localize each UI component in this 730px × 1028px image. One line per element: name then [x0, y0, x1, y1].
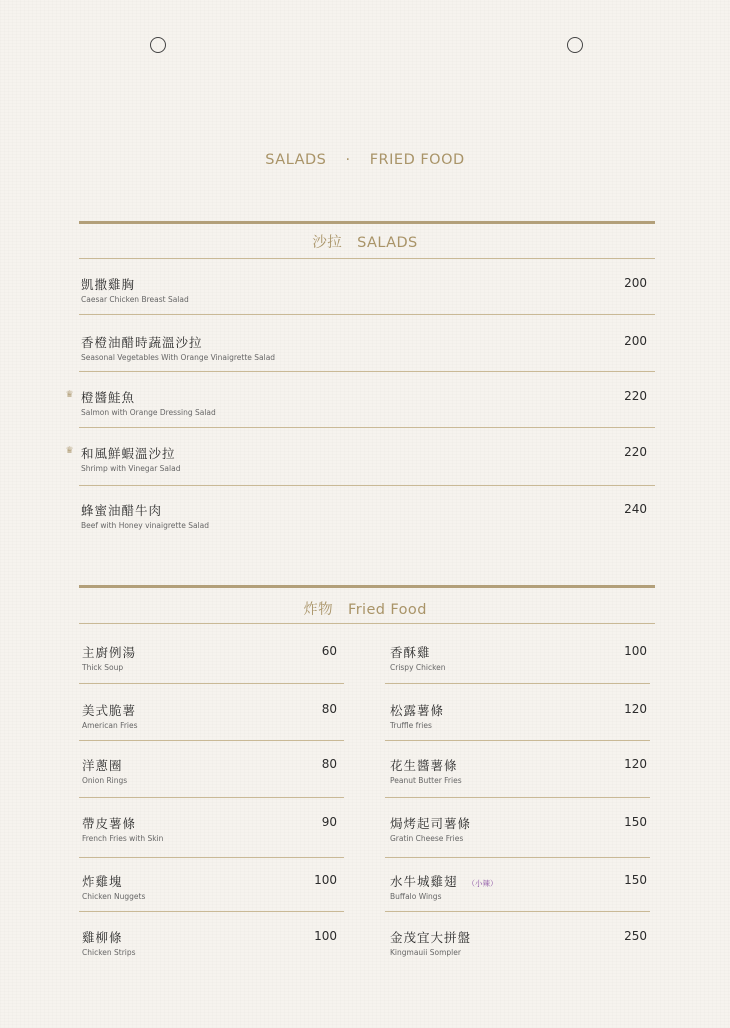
- menu-item: [390, 701, 444, 730]
- fried-title-en: Fried Food: [348, 602, 427, 618]
- menu-item-name-en: Buffalo Wings: [390, 892, 442, 901]
- menu-item-name-en: French Fries with Skin: [82, 834, 164, 843]
- menu-item-name-zh: 橙醬鮭魚: [81, 390, 136, 405]
- salads-title-zh: 沙拉: [312, 235, 343, 251]
- item-divider: [385, 857, 650, 858]
- menu-item-name-zh-text: 炸雞塊: [82, 874, 123, 889]
- menu-item-price: 100: [314, 873, 337, 887]
- salads-title-en: SALADS: [357, 235, 418, 251]
- menu-item: [82, 872, 145, 901]
- menu-item-name-zh-text: 松露薯條: [390, 703, 445, 718]
- binding-hole-icon: [567, 37, 583, 53]
- menu-item-name-zh: [82, 928, 136, 946]
- menu-item: [82, 701, 138, 730]
- menu-item-name-zh-text: 焗烤起司薯條: [390, 816, 472, 831]
- menu-item: [81, 388, 216, 417]
- menu-item-name-zh: [82, 643, 136, 661]
- item-divider: [79, 911, 344, 912]
- menu-item: [81, 444, 180, 473]
- menu-item-name-en: Salmon with Orange Dressing Salad: [81, 408, 216, 417]
- menu-item-price: 220: [624, 389, 647, 403]
- menu-item: [82, 643, 136, 672]
- page-title-separator: ·: [345, 152, 351, 168]
- menu-item-name-zh: [390, 701, 444, 719]
- spice-level-note: （小辣）: [467, 879, 498, 888]
- menu-item: [390, 814, 471, 843]
- item-divider: [385, 911, 650, 912]
- menu-item-name-zh: 凱撒雞胸: [81, 277, 136, 292]
- menu-item-name-zh: [390, 814, 471, 832]
- menu-item-name-zh: [82, 756, 127, 774]
- crown-icon: ♛: [65, 390, 74, 400]
- menu-item-name-zh-text: 金茂宜大拼盤: [390, 930, 472, 945]
- menu-item-name-zh: [390, 928, 471, 946]
- menu-item: [81, 333, 275, 362]
- menu-item-price: 100: [314, 929, 337, 943]
- menu-item: [390, 928, 471, 957]
- menu-item: [390, 756, 462, 785]
- fried-title-underline: [79, 623, 655, 624]
- menu-item-price: 120: [624, 757, 647, 771]
- menu-item-price: 250: [624, 929, 647, 943]
- menu-item-name-en: Thick Soup: [82, 663, 124, 672]
- menu-item-name-zh-text: 花生醬薯條: [390, 758, 458, 773]
- menu-item-name-en: Onion Rings: [82, 776, 128, 785]
- salads-title-underline: [79, 258, 655, 259]
- item-divider: [385, 683, 650, 684]
- menu-item-price: 90: [321, 815, 337, 829]
- page-title-left: SALADS: [265, 152, 327, 168]
- menu-item-name-zh: [82, 701, 138, 719]
- menu-item-name-en: Seasonal Vegetables With Orange Vinaigrette Salad: [81, 353, 276, 362]
- menu-item-name-zh-text: 洋蔥圈: [82, 758, 123, 773]
- item-divider: [79, 740, 344, 741]
- salads-section-title: [0, 231, 730, 252]
- item-divider: [79, 485, 655, 486]
- menu-item-price: 150: [624, 815, 647, 829]
- menu-item-name-en: Chicken Nuggets: [82, 892, 146, 901]
- menu-item: [82, 756, 127, 785]
- menu-item-name-zh: [390, 872, 498, 890]
- menu-item: [82, 928, 136, 957]
- menu-item-name-zh-text: 主廚例湯: [82, 645, 137, 660]
- menu-item-name-zh: [82, 872, 145, 890]
- menu-item-name-en: American Fries: [82, 721, 138, 730]
- menu-item-price: 60: [321, 644, 337, 658]
- menu-item-name-zh: 蜂蜜油醋牛肉: [81, 503, 163, 518]
- item-divider: [385, 797, 650, 798]
- fried-section-title: [0, 598, 730, 619]
- menu-item-name-zh-text: 帶皮薯條: [82, 816, 137, 831]
- menu-item-name-zh-text: 水牛城雞翅: [390, 874, 458, 889]
- menu-item-name-zh: 和風鮮蝦溫沙拉: [81, 446, 176, 461]
- menu-item-name-en: Crispy Chicken: [390, 663, 446, 672]
- menu-item-name-zh: [390, 756, 462, 774]
- menu-item: [81, 501, 209, 530]
- menu-item-price: 200: [624, 334, 647, 348]
- item-divider: [79, 857, 344, 858]
- menu-item-price: 240: [624, 502, 647, 516]
- menu-item-price: 100: [624, 644, 647, 658]
- menu-item-name-zh-text: 香酥雞: [390, 645, 431, 660]
- menu-item-name-zh-text: 雞柳條: [82, 930, 123, 945]
- menu-item-name-en: Caesar Chicken Breast Salad: [81, 295, 189, 304]
- menu-item-name-en: Chicken Strips: [82, 948, 136, 957]
- menu-item-name-en: Shrimp with Vinegar Salad: [81, 464, 181, 473]
- salads-top-rule: [79, 221, 655, 224]
- menu-item-name-en: Truffle fries: [390, 721, 432, 730]
- menu-item-price: 80: [321, 702, 337, 716]
- menu-item-price: 150: [624, 873, 647, 887]
- menu-item-name-zh: [390, 643, 446, 661]
- item-divider: [79, 314, 655, 315]
- page-title: [0, 152, 730, 168]
- menu-item-name-en: Kingmauii Sompler: [390, 948, 461, 957]
- menu-item-name-zh: [82, 814, 163, 832]
- menu-item-name-zh-text: 美式脆薯: [82, 703, 137, 718]
- item-divider: [79, 427, 655, 428]
- item-divider: [79, 371, 655, 372]
- binding-hole-icon: [150, 37, 166, 53]
- item-divider: [79, 797, 344, 798]
- item-divider: [79, 683, 344, 684]
- menu-item-price: 200: [624, 276, 647, 290]
- menu-item-name-en: Peanut Butter Fries: [390, 776, 462, 785]
- menu-item: [82, 814, 163, 843]
- crown-icon: ♛: [65, 446, 74, 456]
- menu-item-name-en: Gratin Cheese Fries: [390, 834, 464, 843]
- menu-item: [81, 275, 189, 304]
- fried-top-rule: [79, 585, 655, 588]
- page-title-right: FRIED FOOD: [369, 152, 465, 168]
- item-divider: [385, 740, 650, 741]
- menu-item-price: 120: [624, 702, 647, 716]
- menu-item-name-en: Beef with Honey vinaigrette Salad: [81, 521, 210, 530]
- menu-item-price: 220: [624, 445, 647, 459]
- menu-item-price: 80: [321, 757, 337, 771]
- menu-item-name-zh: 香橙油醋時蔬溫沙拉: [81, 335, 203, 350]
- menu-item: [390, 643, 446, 672]
- menu-item: [390, 872, 498, 901]
- fried-title-zh: 炸物: [303, 602, 333, 618]
